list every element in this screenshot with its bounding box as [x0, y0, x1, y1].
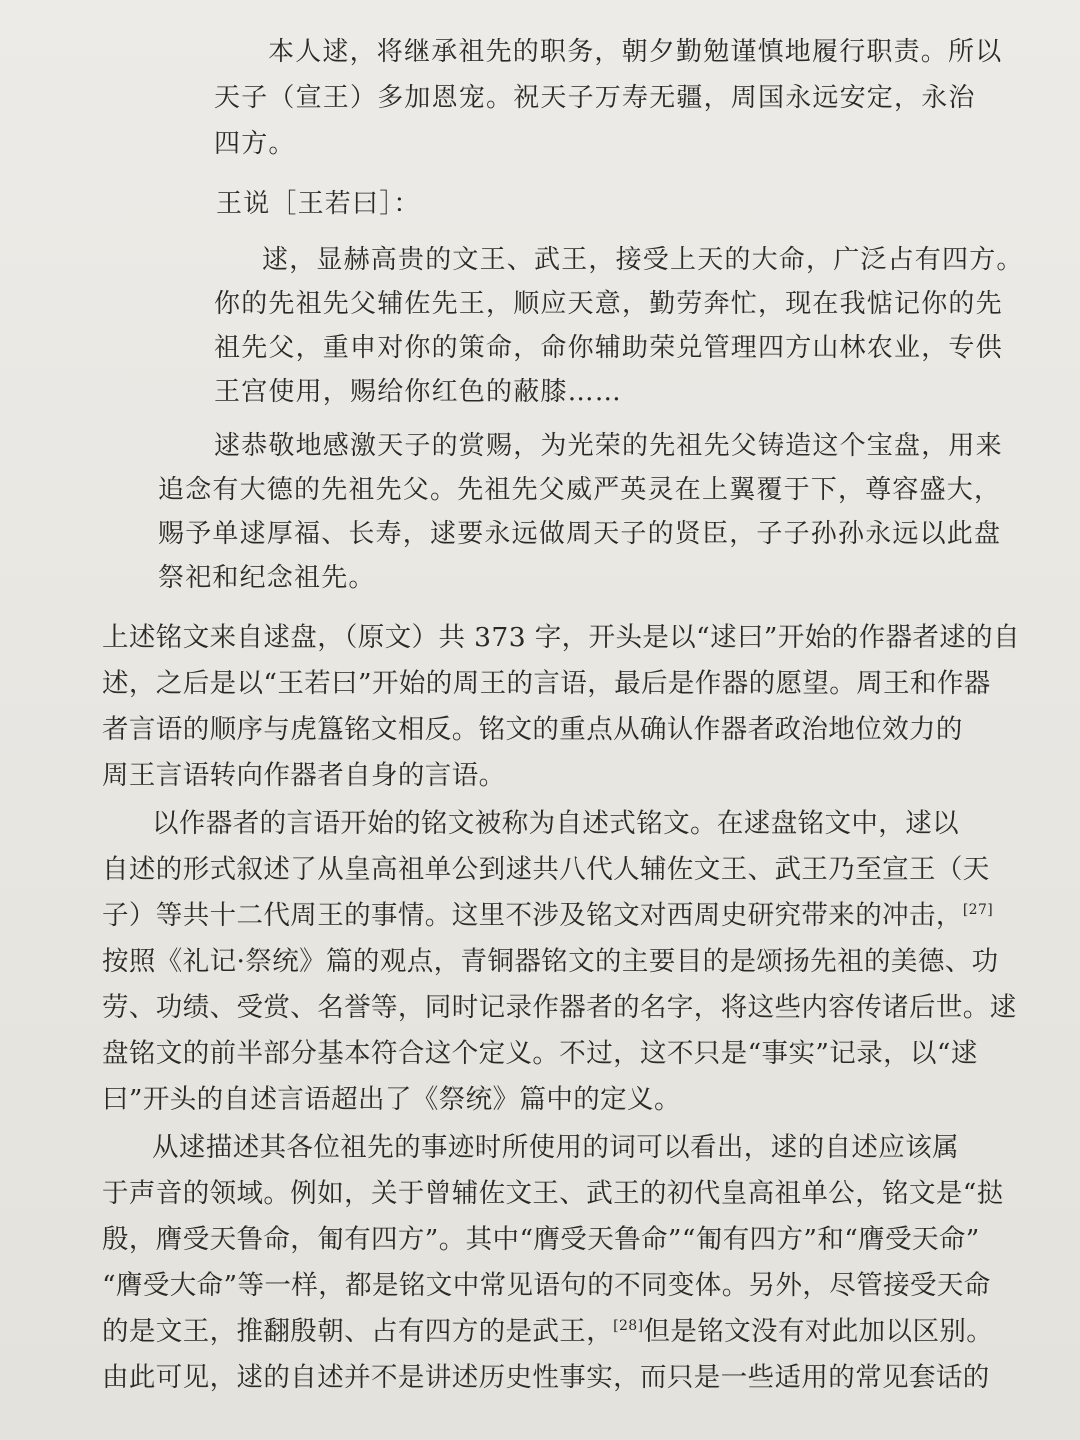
para2-line-4: 按照《礼记·祭统》篇的观点，青铜器铭文的主要目的是颂扬先祖的美德、功: [102, 946, 999, 977]
quote1-line-1: 本人逑，将继承祖先的职务，朝夕勤勉谨慎地履行职责。所以: [268, 37, 1003, 67]
footnote-ref-27[interactable]: [27]: [962, 902, 994, 919]
footnote-ref-28[interactable]: [28]: [613, 1318, 644, 1335]
para3-line-5-text-a: 的是文王，推翻殷朝、占有四方的是武王，: [102, 1316, 614, 1347]
para1-line-2: 述，之后是以“王若曰”开始的周王的言语，最后是作器的愿望。周王和作器: [102, 668, 991, 699]
para3-line-1: 从逑描述其各位祖先的事迹时所使用的词可以看出，逑的自述应该属: [152, 1132, 959, 1163]
para2-line-1: 以作器者的言语开始的铭文被称为自述式铭文。在逑盘铭文中，逑以: [152, 808, 959, 839]
para2-line-3: [102, 896, 993, 936]
para2-line-5: 劳、功绩、受赏、名誉等，同时记录作器者的名字，将这些内容传诸后世。逑: [102, 992, 1017, 1023]
quote2-line-2: 你的先祖先父辅佐先王，顺应天意，勤劳奔忙，现在我惦记你的先: [214, 289, 1003, 319]
para1-line-4: 周王言语转向作器者自身的言语。: [102, 760, 506, 791]
para3-line-2: 于声音的领域。例如，关于曾辅佐文王、武王的初代皇高祖单公，铭文是“挞: [102, 1178, 1004, 1209]
para3-line-4: “膺受大命”等一样，都是铭文中常见语句的不同变体。另外，尽管接受天命: [102, 1270, 991, 1301]
wang-heading: 王说［王若曰］：: [216, 189, 421, 219]
quote2-line-3: 祖先父，重申对你的策命，命你辅助荣兑管理四方山林农业，专供: [214, 333, 1003, 363]
para2-line-2: 自述的形式叙述了从皇高祖单公到逑共八代人辅佐文王、武王乃至宣王（天: [102, 854, 990, 885]
para3-line-3: 殷，膺受天鲁命，匍有四方”。其中“膺受天鲁命”“匍有四方”和“膺受天命”: [102, 1224, 980, 1255]
para2-line-6: 盘铭文的前半部分基本符合这个定义。不过，这不只是“事实”记录，以“逑: [102, 1038, 978, 1069]
quote2-line-1: 逑，显赫高贵的文王、武王，接受上天的大命，广泛占有四方。: [262, 245, 1024, 275]
para1-line-3: 者言语的顺序与虎簋铭文相反。铭文的重点从确认作器者政治地位效力的: [102, 714, 963, 745]
para2-line-7: 曰”开头的自述言语超出了《祭统》篇中的定义。: [102, 1084, 681, 1115]
para3-line-5-text-b: 但是铭文没有对此加以区别。: [643, 1316, 994, 1347]
para2-line-3-text: 子）等共十二代周王的事情。这里不涉及铭文对西周史研究带来的冲击，: [102, 900, 963, 931]
quote3-line-2: 追念有大德的先祖先父。先祖先父威严英灵在上翼覆于下，尊容盛大，: [158, 475, 1002, 505]
quote2-line-4: 王宫使用，赐给你红色的蔽膝……: [214, 377, 623, 407]
para3-line-6: 由此可见，逑的自述并不是讲述历史性事实，而只是一些适用的常见套话的: [102, 1362, 990, 1393]
quote3-line-1: 逑恭敬地感激天子的赏赐，为光荣的先祖先父铸造这个宝盘，用来: [214, 431, 1003, 461]
quote1-line-2: 天子（宣王）多加恩宠。祝天子万寿无疆，周国永远安定，永治: [214, 83, 976, 113]
quote3-line-4: 祭祀和纪念祖先。: [158, 563, 376, 593]
para3-line-5: [102, 1312, 993, 1352]
quote1-line-3: 四方。: [214, 129, 296, 159]
quote3-line-3: 赐予单逑厚福、长寿，逑要永远做周天子的贤臣，子子孙孙永远以此盘: [158, 519, 1002, 549]
para1-line-1: 上述铭文来自逑盘，（原文）共 373 字，开头是以“逑曰”开始的作器者逑的自: [102, 622, 1020, 653]
